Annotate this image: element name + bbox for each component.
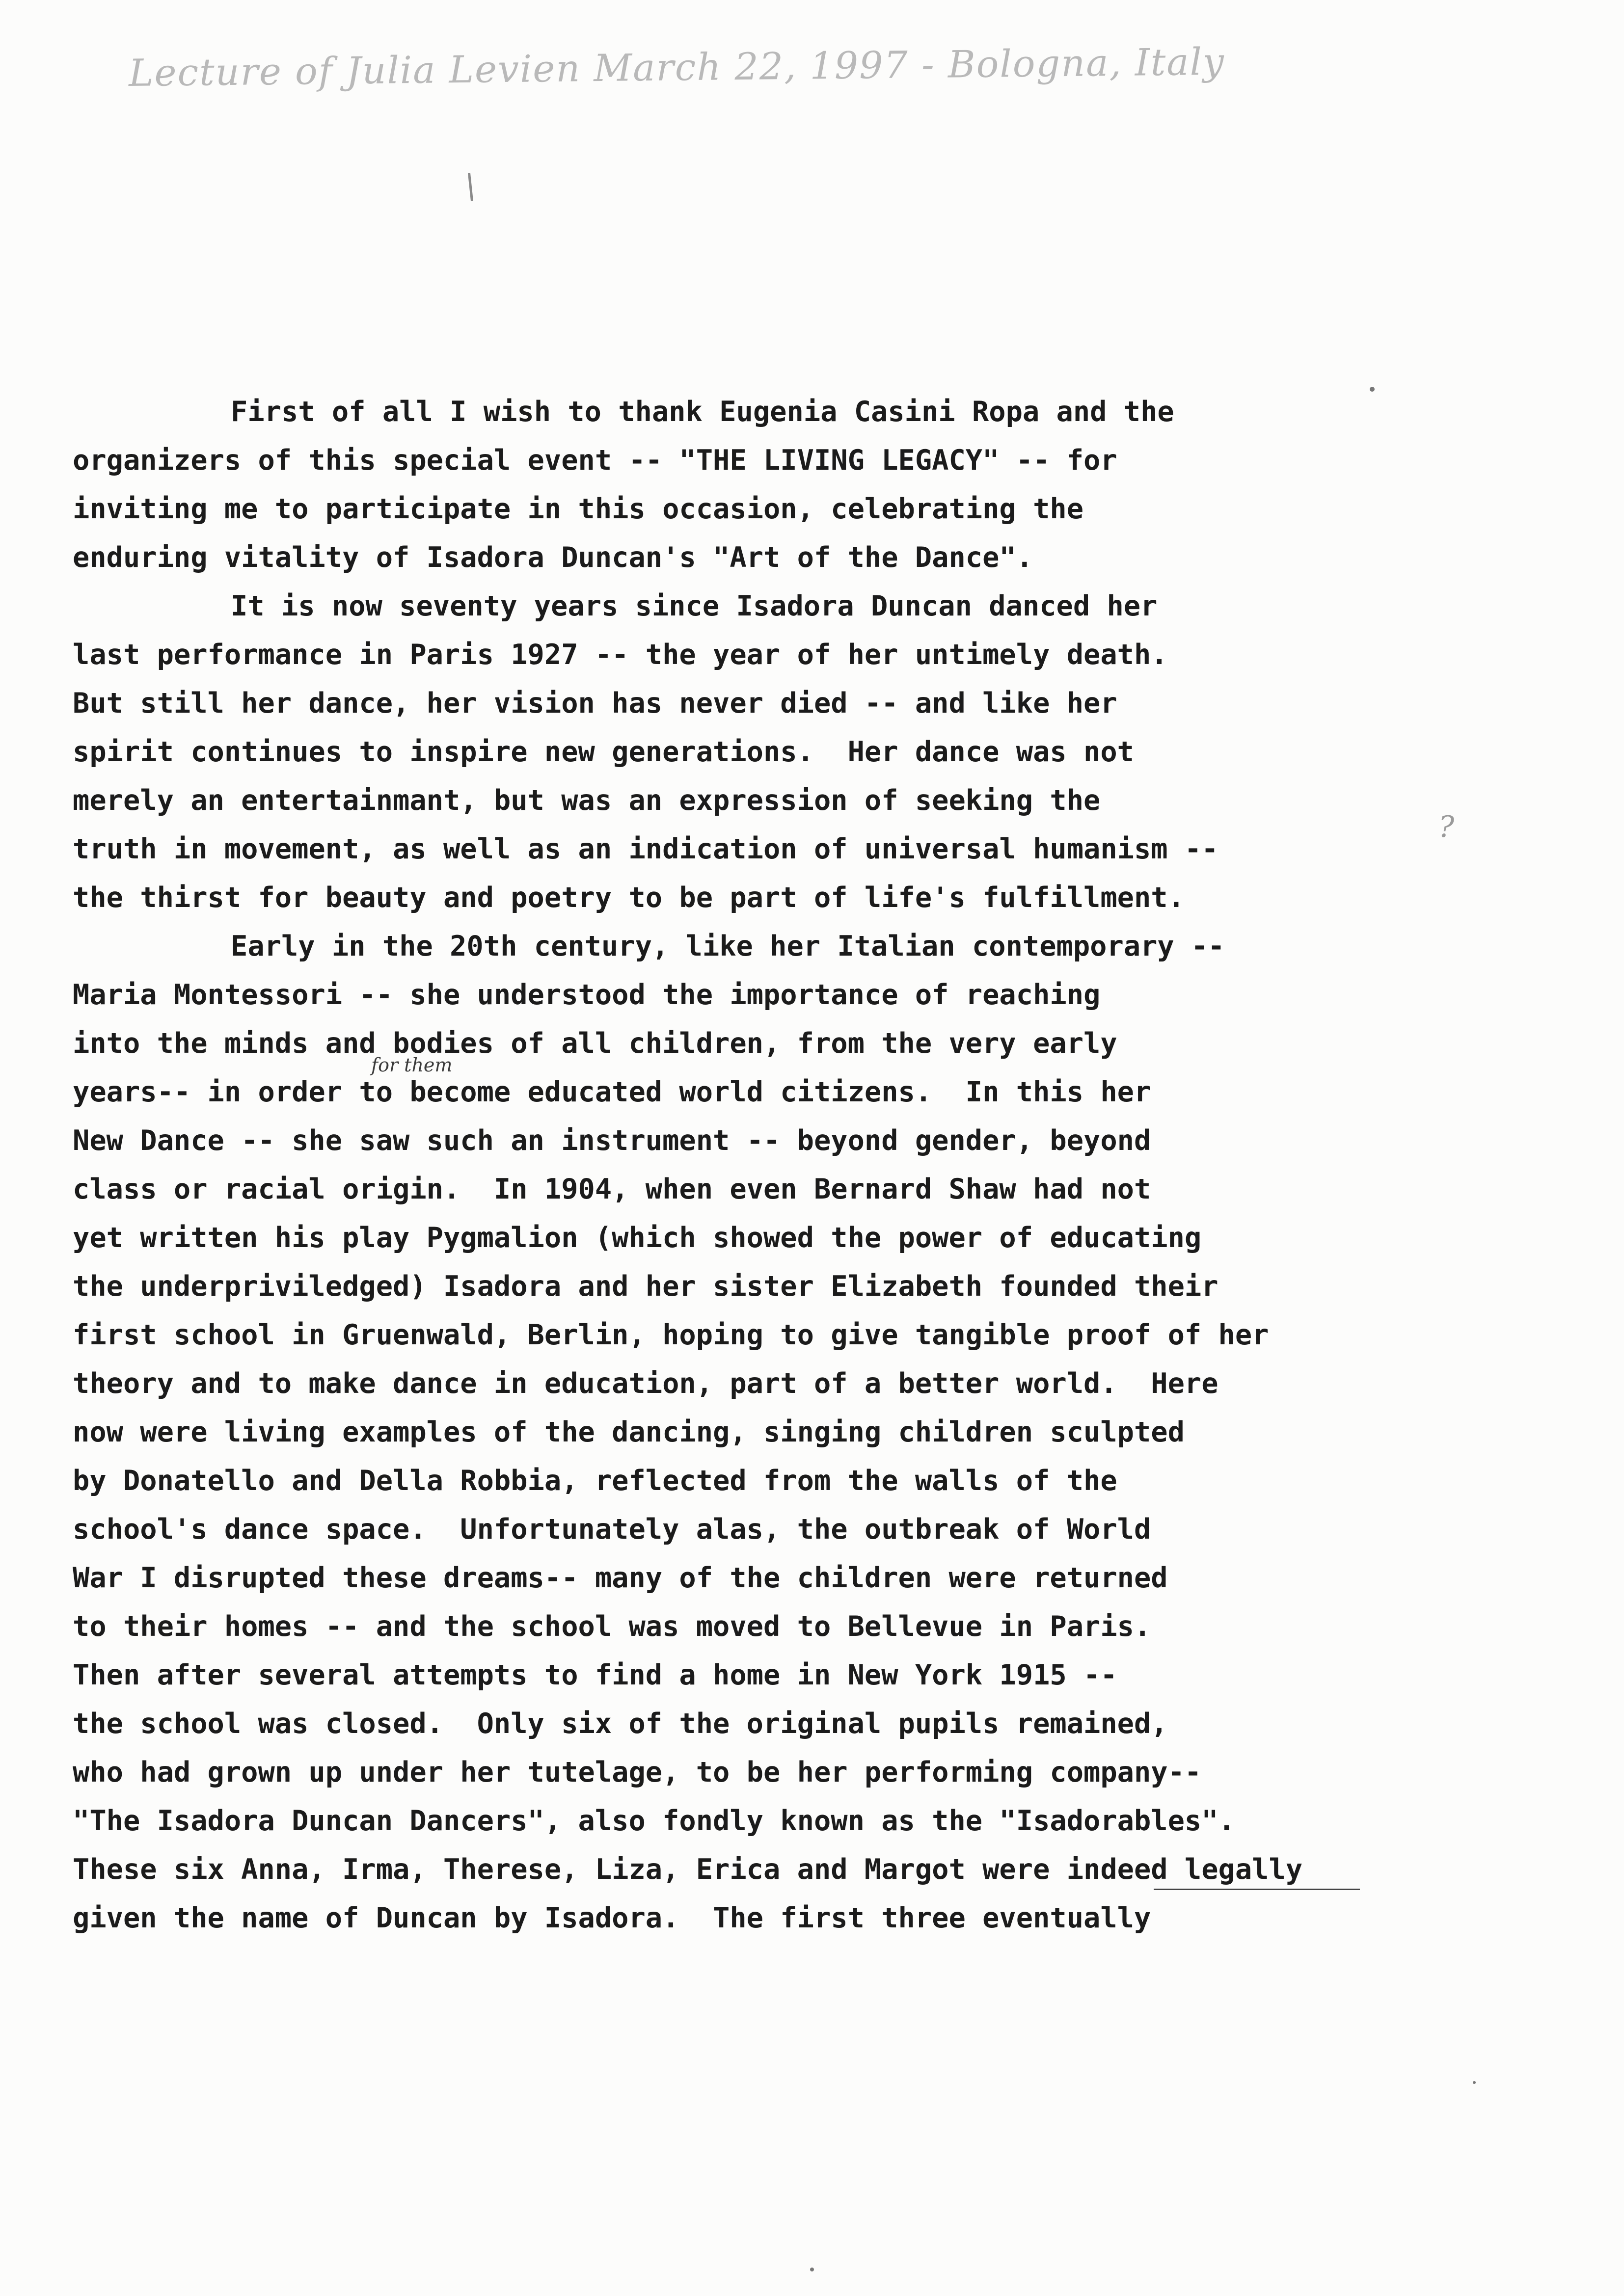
- body-line: last performance in Paris 1927 -- the year of her untimely death.: [73, 639, 1168, 671]
- body-line: enduring vitality of Isadora Duncan's "Art of the Dance".: [73, 541, 1033, 574]
- body-line: Maria Montessori -- she understood the importance of reaching: [73, 979, 1101, 1011]
- body-line: the school was closed. Only six of the original pupils remained,: [73, 1708, 1168, 1740]
- body-line: These six Anna, Irma, Therese, Liza, Erica and Margot were indeed legally: [73, 1853, 1303, 1886]
- pencil-mark: [468, 173, 473, 201]
- scan-speck: [1370, 387, 1375, 392]
- body-line: yet written his play Pygmalion (which showed the power of educating: [73, 1222, 1202, 1254]
- body-line: truth in movement, as well as an indication of universal humanism --: [73, 833, 1218, 865]
- body-line: inviting me to participate in this occasion, celebrating the: [73, 493, 1084, 525]
- body-line: organizers of this special event -- "THE LIVING LEGACY" -- for: [73, 444, 1117, 477]
- body-line: who had grown up under her tutelage, to be her performing company--: [73, 1756, 1202, 1789]
- body-line: War I disrupted these dreams-- many of the children were returned: [73, 1562, 1168, 1594]
- body-line: class or racial origin. In 1904, when even Bernard Shaw had not: [73, 1173, 1151, 1205]
- body-line: spirit continues to inspire new generations. Her dance was not: [73, 736, 1134, 768]
- body-line: to their homes -- and the school was moved to Bellevue in Paris.: [73, 1610, 1151, 1643]
- body-line: merely an entertainmant, but was an expression of seeking the: [73, 784, 1101, 817]
- body-line: the underpriviledged) Isadora and her sister Elizabeth founded their: [73, 1270, 1218, 1303]
- body-line: But still her dance, her vision has never died -- and like her: [73, 687, 1117, 720]
- body-line: first school in Gruenwald, Berlin, hoping to give tangible proof of her: [73, 1319, 1269, 1351]
- body-line: "The Isadora Duncan Dancers", also fondly known as the "Isadorables".: [73, 1805, 1235, 1837]
- body-line: It is now seventy years since Isadora Duncan danced her: [231, 590, 1158, 622]
- body-line: the thirst for beauty and poetry to be part of life's fulfillment.: [73, 881, 1185, 914]
- body-line: into the minds and bodies of all children, from the very early: [73, 1027, 1117, 1060]
- body-line: school's dance space. Unfortunately alas, the outbreak of World: [73, 1513, 1151, 1546]
- typed-body-text: [73, 388, 1496, 1943]
- body-line: Early in the 20th century, like her Italian contemporary --: [231, 930, 1225, 962]
- body-line: given the name of Duncan by Isadora. The first three eventually: [73, 1902, 1151, 1934]
- strike-through-mark: [1154, 1889, 1360, 1890]
- body-line: by Donatello and Della Robbia, reflected from the walls of the: [73, 1465, 1117, 1497]
- body-line: years-- in order to become educated world citizens. In this her: [73, 1076, 1151, 1108]
- body-line: Then after several attempts to find a home in New York 1915 --: [73, 1659, 1117, 1691]
- scan-speck: [810, 2268, 814, 2271]
- body-line: New Dance -- she saw such an instrument -- beyond gender, beyond: [73, 1124, 1151, 1157]
- handwritten-header-note: Lecture of Julia Levien March 22, 1997 - Bologna, Italy: [128, 39, 1225, 95]
- scan-speck: [1473, 2081, 1476, 2084]
- handwritten-insert: for them: [371, 1054, 453, 1076]
- margin-note: ?: [1438, 810, 1455, 844]
- body-line: now were living examples of the dancing, singing children sculpted: [73, 1416, 1185, 1448]
- body-line: First of all I wish to thank Eugenia Casini Ropa and the: [231, 396, 1174, 428]
- body-line: theory and to make dance in education, part of a better world. Here: [73, 1367, 1218, 1400]
